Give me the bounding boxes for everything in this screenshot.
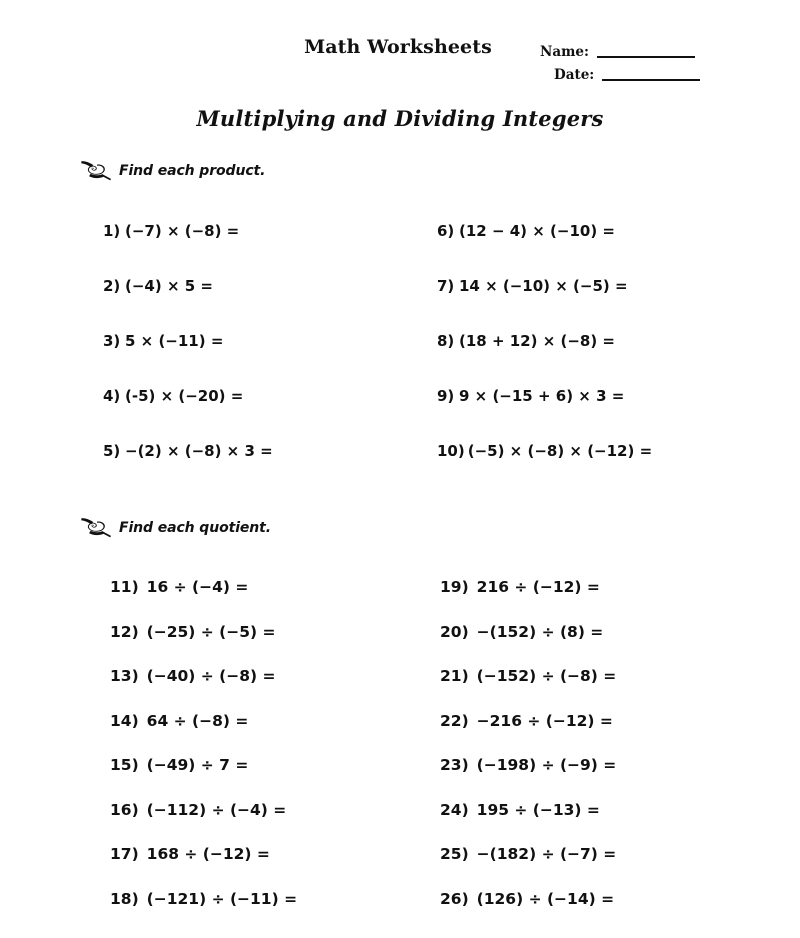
problem-number: 17) bbox=[110, 845, 139, 863]
problem-item bbox=[103, 332, 273, 387]
products-column-right bbox=[437, 222, 652, 497]
problem-item bbox=[440, 801, 616, 846]
problem-number: 8) bbox=[437, 332, 455, 350]
problem-item bbox=[440, 756, 616, 801]
problem-item bbox=[440, 712, 616, 757]
problem-expression: (18 + 12) × (−8) = bbox=[459, 332, 615, 350]
problem-item bbox=[110, 667, 297, 712]
worksheet-header bbox=[0, 36, 800, 96]
page-title: Math Worksheets bbox=[304, 36, 492, 58]
problem-expression: (−121) ÷ (−11) = bbox=[146, 889, 298, 908]
problem-expression: (−152) ÷ (−8) = bbox=[476, 667, 617, 685]
quotients-column-right bbox=[440, 578, 616, 934]
problem-item bbox=[110, 845, 297, 890]
problem-expression: (−5) × (−8) × (−12) = bbox=[467, 442, 653, 460]
section-heading-quotients bbox=[80, 517, 271, 539]
problem-expression: (−112) ÷ (−4) = bbox=[146, 800, 287, 819]
problem-number: 23) bbox=[440, 756, 469, 774]
section-label-products: Find each product. bbox=[119, 163, 266, 179]
problem-number: 20) bbox=[440, 622, 469, 641]
problem-number: 14) bbox=[110, 711, 139, 730]
problem-expression: (126) ÷ (−14) = bbox=[476, 889, 615, 908]
name-date-block bbox=[540, 38, 770, 84]
problem-expression: 9 × (−15 + 6) × 3 = bbox=[459, 387, 625, 405]
problem-number: 11) bbox=[110, 578, 139, 596]
problem-expression: 16 ÷ (−4) = bbox=[146, 578, 249, 596]
problem-number: 10) bbox=[437, 442, 465, 460]
problem-number: 18) bbox=[110, 889, 139, 908]
problem-expression: (−40) ÷ (−8) = bbox=[146, 667, 276, 685]
problem-item bbox=[103, 387, 273, 442]
problem-number: 15) bbox=[110, 756, 139, 774]
problem-expression: (−7) × (−8) = bbox=[125, 222, 240, 240]
worksheet-heading: Multiplying and Dividing Integers bbox=[196, 106, 604, 131]
problem-number: 19) bbox=[440, 578, 469, 596]
problem-number: 4) bbox=[103, 387, 121, 405]
problem-item bbox=[437, 442, 652, 497]
problem-expression: (−25) ÷ (−5) = bbox=[146, 622, 276, 641]
problem-expression: 168 ÷ (−12) = bbox=[146, 845, 270, 863]
problem-expression: (−4) × 5 = bbox=[125, 277, 213, 295]
problem-number: 13) bbox=[110, 667, 139, 685]
problem-number: 12) bbox=[110, 622, 139, 641]
problem-expression: 216 ÷ (−12) = bbox=[476, 578, 600, 596]
problem-item bbox=[110, 578, 297, 623]
problem-number: 21) bbox=[440, 667, 469, 685]
date-field-row bbox=[540, 61, 770, 84]
problem-item bbox=[440, 890, 616, 935]
problem-item bbox=[437, 277, 652, 332]
problem-expression: (−198) ÷ (−9) = bbox=[476, 756, 617, 774]
problem-number: 3) bbox=[103, 332, 121, 350]
problem-number: 7) bbox=[437, 277, 455, 295]
problem-number: 6) bbox=[437, 222, 455, 240]
problem-expression: 64 ÷ (−8) = bbox=[146, 711, 249, 730]
problem-expression: (−49) ÷ 7 = bbox=[146, 756, 249, 774]
problem-expression: −216 ÷ (−12) = bbox=[476, 711, 613, 730]
problem-item bbox=[110, 712, 297, 757]
name-field-row bbox=[540, 38, 770, 61]
problem-item bbox=[440, 623, 616, 668]
problem-item bbox=[110, 623, 297, 668]
problem-expression: 5 × (−11) = bbox=[125, 332, 224, 350]
problem-item bbox=[103, 222, 273, 277]
problem-item bbox=[110, 756, 297, 801]
problem-expression: (-5) × (−20) = bbox=[125, 387, 244, 405]
problem-number: 24) bbox=[440, 800, 469, 819]
pencil-icon bbox=[80, 160, 112, 182]
problem-expression: −(2) × (−8) × 3 = bbox=[125, 442, 273, 460]
problem-item bbox=[440, 578, 616, 623]
name-label: Name: bbox=[540, 43, 589, 60]
problem-number: 22) bbox=[440, 711, 469, 730]
problem-number: 25) bbox=[440, 845, 469, 863]
date-write-line[interactable] bbox=[602, 78, 700, 81]
problem-expression: (12 − 4) × (−10) = bbox=[459, 222, 615, 240]
problem-item bbox=[110, 890, 297, 935]
section-label-quotients: Find each quotient. bbox=[119, 520, 271, 536]
problem-number: 5) bbox=[103, 442, 121, 460]
problem-item bbox=[440, 667, 616, 712]
problem-expression: 14 × (−10) × (−5) = bbox=[459, 277, 628, 295]
name-write-line[interactable] bbox=[597, 55, 695, 58]
problem-item bbox=[437, 222, 652, 277]
problem-expression: −(152) ÷ (8) = bbox=[476, 622, 604, 641]
problem-number: 26) bbox=[440, 889, 469, 908]
problem-expression: −(182) ÷ (−7) = bbox=[476, 845, 617, 863]
pencil-icon bbox=[80, 517, 112, 539]
date-label: Date: bbox=[554, 66, 595, 83]
problem-item bbox=[437, 332, 652, 387]
problem-item bbox=[437, 387, 652, 442]
problem-item bbox=[103, 442, 273, 497]
problem-number: 2) bbox=[103, 277, 121, 295]
problem-item bbox=[440, 845, 616, 890]
problem-number: 16) bbox=[110, 800, 139, 819]
products-column-left bbox=[103, 222, 273, 497]
problem-number: 9) bbox=[437, 387, 455, 405]
problem-item bbox=[110, 801, 297, 846]
quotients-column-left bbox=[110, 578, 297, 934]
section-heading-products bbox=[80, 160, 265, 182]
problem-number: 1) bbox=[103, 222, 121, 240]
problem-expression: 195 ÷ (−13) = bbox=[476, 800, 600, 819]
problem-item bbox=[103, 277, 273, 332]
